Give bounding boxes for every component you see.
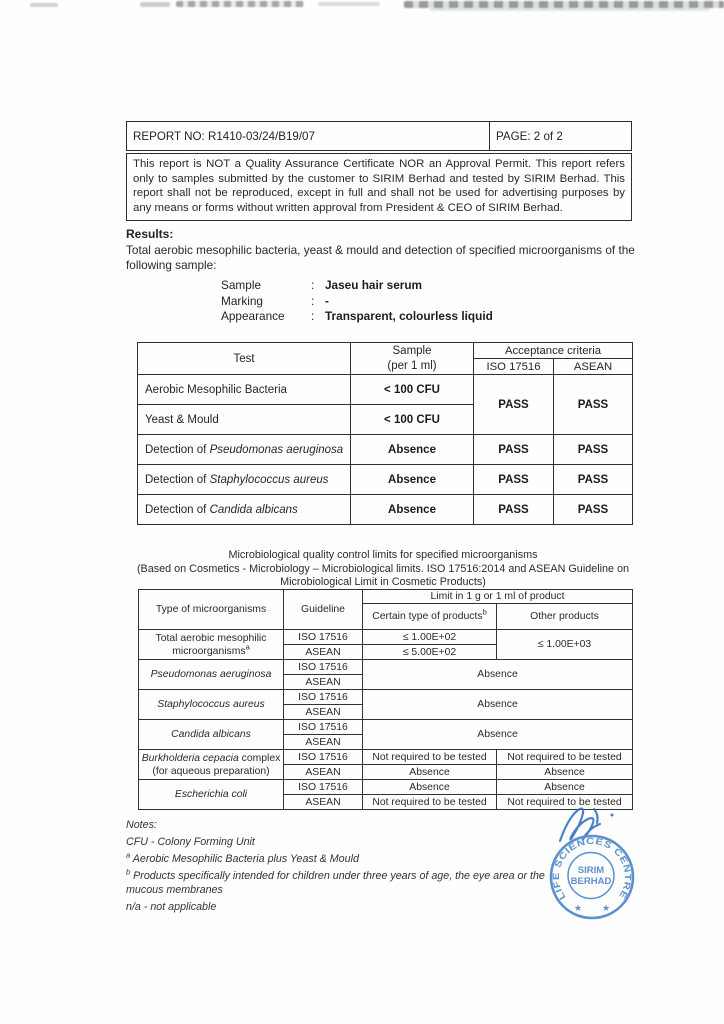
iso-result: PASS [474,435,554,465]
iso-result: PASS [474,375,554,435]
organism-name: Total aerobic mesophilic microorganisms$^a$ [139,630,284,660]
colon: : [311,293,315,308]
limit-other: ≤ 1.00E+03 [497,630,633,660]
note-b: $^b$ Products specifically intended for children under three years of age, the eye area or the mucous membranes [126,867,545,896]
notes-section [126,819,584,918]
page-number: PAGE: 2 of 2 [496,129,563,143]
scan-artifact [30,3,58,7]
limit-other: Not required to be tested [497,795,633,810]
sample-result: Absence [351,435,474,465]
col-header-other: Other products [497,604,633,630]
limits-table [138,589,633,810]
sample-result: Absence [351,495,474,525]
guideline: ASEAN [284,765,363,780]
guideline: ASEAN [284,645,363,660]
asean-result: PASS [554,375,633,435]
col-header-type: Type of microorganisms [139,590,284,630]
limit-merged: Absence [363,720,633,750]
table-row [138,435,633,465]
asean-result: PASS [554,495,633,525]
col-header-sample: Sample (per 1 ml) [351,343,474,375]
marking-label: Marking [221,293,263,308]
col-header-acceptance: Acceptance criteria [474,343,633,359]
test-name: Detection of Pseudomonas aeruginosa [138,435,351,465]
sample-result: < 100 CFU [351,375,474,405]
sample-result: < 100 CFU [351,405,474,435]
table-row [139,780,633,795]
table-row [138,375,633,405]
appearance-value: Transparent, colourless liquid [325,309,493,324]
organism-name: Candida albicans [139,720,284,750]
stamp-center-line2: BERHAD [570,876,612,887]
star-icon: ★ [573,903,583,913]
limit-certain: Not required to be tested [363,750,497,765]
limits-table-caption [105,549,661,590]
organism-name: Escherichia coli [139,780,284,810]
sample-row [221,278,493,294]
test-name: Yeast & Mould [138,405,351,435]
iso-result: PASS [474,465,554,495]
organism-name: Pseudomonas aeruginosa [139,660,284,690]
appearance-label: Appearance [221,309,285,324]
note-cfu: CFU - Colony Forming Unit [126,836,255,848]
guideline: ASEAN [284,795,363,810]
caption-line-1: Microbiological quality control limits for specified microorganisms [228,549,538,561]
limit-certain: Absence [363,765,497,780]
star-icon: ★ [601,903,611,913]
limit-certain: ≤ 5.00E+02 [363,645,497,660]
guideline: ASEAN [284,675,363,690]
col-header-guideline: Guideline [284,590,363,630]
table-row [138,465,633,495]
marking-value: - [325,293,329,308]
asean-result: PASS [554,465,633,495]
guideline: ISO 17516 [284,660,363,675]
limit-other: Absence [497,780,633,795]
organism-name: Burkholderia cepacia complex (for aqueous preparation) [139,750,284,780]
guideline: ASEAN [284,735,363,750]
scan-artifact [318,2,380,6]
sample-result: Absence [351,465,474,495]
scan-artifact [176,1,304,7]
col-header-iso: ISO 17516 [474,359,554,375]
limit-merged: Absence [363,660,633,690]
col-header-certain: Certain type of products$^b$ [363,604,497,630]
marking-row [221,294,493,310]
limit-certain: Absence [363,780,497,795]
table-row [138,495,633,525]
colon: : [311,309,315,324]
guideline: ISO 17516 [284,720,363,735]
note-na: n/a - not applicable [126,900,217,913]
test-name: Aerobic Mesophilic Bacteria [138,375,351,405]
results-intro: Total aerobic mesophilic bacteria, yeast & mould and detection of specified microorganisms of the following sample: [126,243,635,272]
guideline: ISO 17516 [284,690,363,705]
table-row [139,720,633,735]
notes-title: Notes: [126,819,157,831]
col-header-asean: ASEAN [554,359,633,375]
limit-other: Absence [497,765,633,780]
results-table [137,342,633,525]
guideline: ISO 17516 [284,630,363,645]
test-name: Detection of Staphylococcus aureus [138,465,351,495]
note-a: $^a$ Aerobic Mesophilic Bacteria plus Yeast & Mould [126,850,359,865]
colon: : [311,278,315,292]
table-row [139,690,633,705]
table-row [139,750,633,765]
col-header-test: Test [138,343,351,375]
sample-value: Jaseu hair serum [325,278,423,292]
guideline: ASEAN [284,705,363,720]
limit-certain: ≤ 1.00E+02 [363,630,497,645]
sample-info [221,278,493,325]
iso-result: PASS [474,495,554,525]
sirim-stamp-seal [538,800,656,930]
asean-result: PASS [554,435,633,465]
appearance-row [221,309,493,325]
stamp-ring-text: LIFE SCIENCES CENTRE [550,835,634,902]
sample-label: Sample [221,278,261,292]
guideline: ISO 17516 [284,780,363,795]
limit-merged: Absence [363,690,633,720]
scan-artifact [404,1,724,8]
organism-name: Staphylococcus aureus [139,690,284,720]
report-no: REPORT NO: R1410-03/24/B19/07 [127,122,490,150]
disclaimer-box: This report is NOT a Quality Assurance Certificate NOR an Approval Permit. This report refers only to samples submitted by the customer to SIRIM Berhad and tested by SIRIM Berhad. This report shall not be reproduced, except in full and shall not be used for advertising purposes by any means or forms without written approval from President & CEO of SIRIM Berhad. [126,153,632,221]
caption-line-2: (Based on Cosmetics - Microbiology – Microbiological limits. ISO 17516:2014 and ASEAN Guideline on Microbiological Limit in Cosmetic Products) [136,562,630,588]
scan-artifact [430,8,710,11]
scan-artifact [140,2,170,7]
table-row [139,630,633,645]
test-name: Detection of Candida albicans [138,495,351,525]
table-row [139,660,633,675]
guideline: ISO 17516 [284,750,363,765]
report-header-table [126,121,632,151]
limit-other: Not required to be tested [497,750,633,765]
col-header-limit: Limit in 1 g or 1 ml of product [363,590,633,604]
stamp-center-line1: SIRIM [577,865,605,876]
limit-certain: Not required to be tested [363,795,497,810]
results-heading: Results: [126,227,174,241]
